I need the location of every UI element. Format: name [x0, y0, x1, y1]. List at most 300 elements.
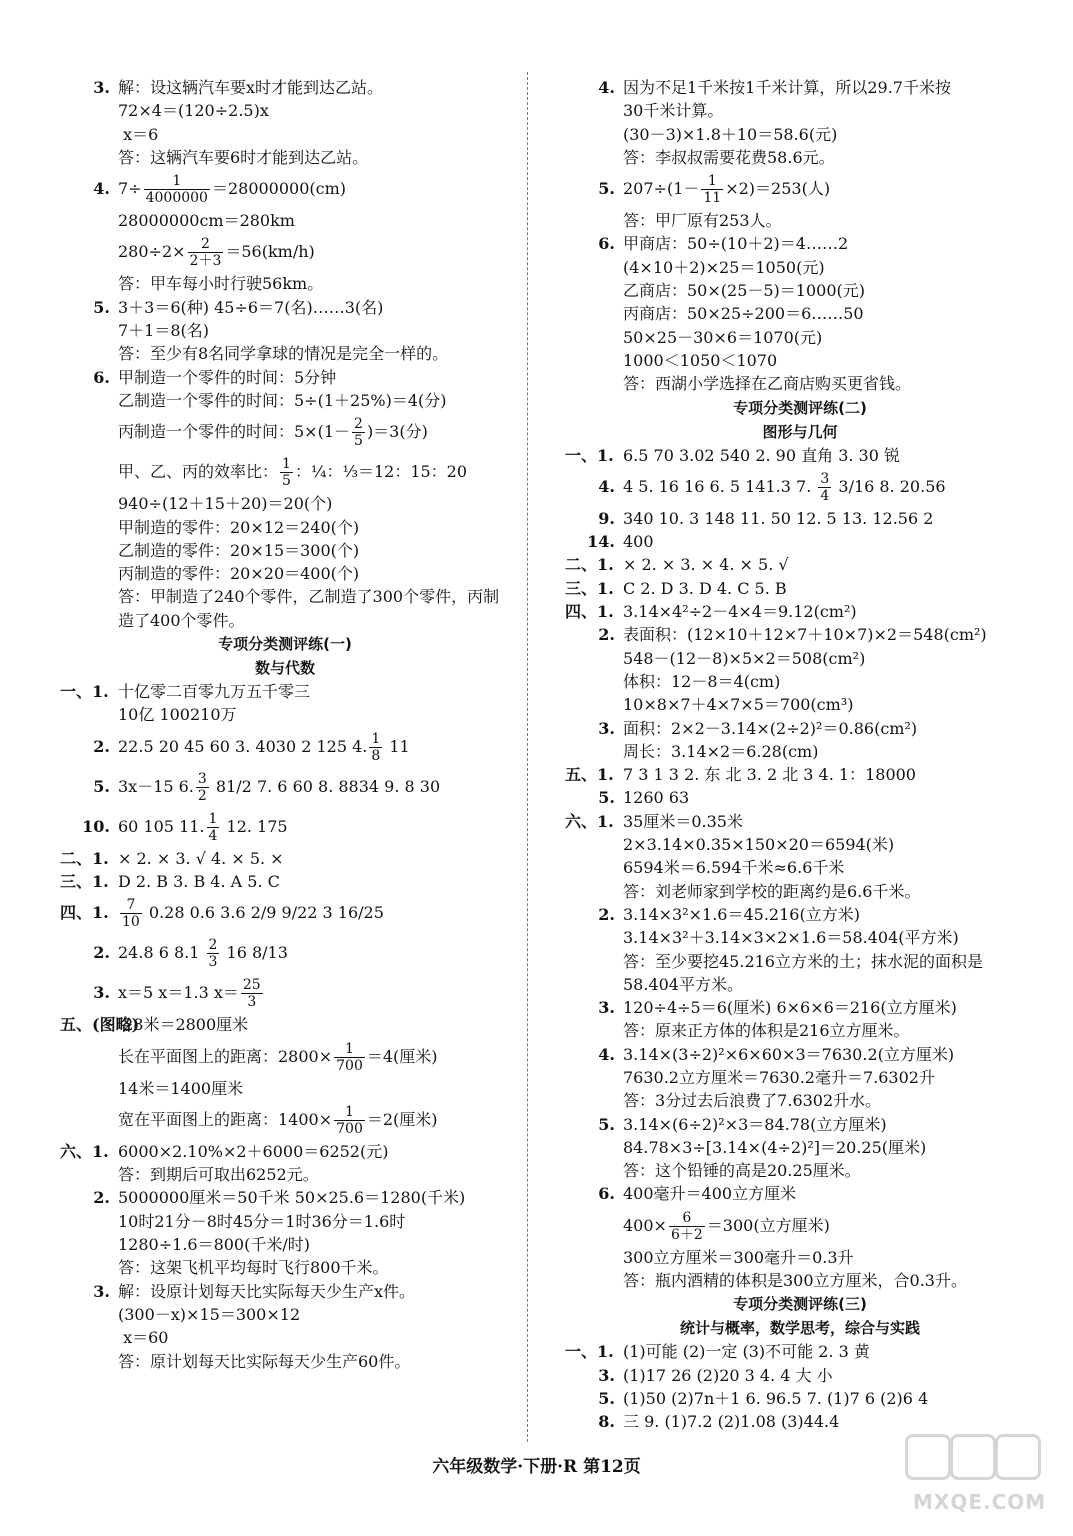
question-number: 4. [93, 179, 110, 199]
fraction [334, 1104, 365, 1137]
numerator: 2 [208, 937, 218, 954]
question-number: 5. [93, 776, 110, 796]
fraction [669, 1210, 705, 1243]
answer-text: (1)17 26 (2)20 3 4. 4 大 小 [623, 1365, 833, 1385]
question-number: 2. [93, 943, 110, 963]
answer-line [60, 412, 510, 452]
answer-text: ＝4(厘米) [366, 1046, 438, 1066]
fraction [207, 811, 220, 844]
fraction [352, 416, 365, 449]
answer-text: (30－3)×1.8＋10＝58.6(元) [623, 124, 838, 144]
question-number: 3. [93, 983, 110, 1003]
answer-line [60, 1326, 510, 1349]
question-number: 6. [598, 234, 615, 254]
answer-text: 1280÷1.6＝800(千米/时) [118, 1235, 310, 1255]
answer-text: 答：这个铅锤的高是20.25厘米。 [623, 1161, 861, 1181]
question-number: 2. [93, 736, 110, 756]
answer-text: 乙制造的零件：20×15＝300(个) [118, 540, 360, 560]
answer-line [565, 903, 1035, 926]
answer-line [565, 647, 1035, 670]
question-number: 3. [93, 1281, 110, 1301]
answer-line [60, 296, 510, 319]
answer-line [60, 1077, 510, 1100]
answer-text: 81/2 7. 6 60 8. 8834 9. 8 30 [210, 776, 441, 796]
numerator: 6 [669, 1210, 705, 1227]
answer-line [60, 366, 510, 389]
answer-text: ：¼：⅓＝12：15：20 [294, 462, 468, 482]
answer-line [60, 973, 510, 1013]
answer-line [60, 1186, 510, 1209]
answer-line [60, 1280, 510, 1303]
answer-text: 3＋3＝6(种) 45÷6＝7(名)……3(名) [118, 297, 384, 317]
answer-text: 1260 63 [623, 788, 690, 808]
answer-line [565, 326, 1035, 349]
question-number: 4. [598, 476, 615, 496]
answer-text: x＝60 [118, 1328, 169, 1348]
answer-text: 120÷4÷5＝6(厘米) 6×6×6＝216(立方厘米) [623, 998, 957, 1018]
answer-line [60, 1256, 510, 1279]
section-heading: 专项分类测评练(一) [218, 635, 352, 654]
answer-line [565, 507, 1035, 530]
answer-line [565, 600, 1035, 623]
answer-text: 6.5 70 3.02 540 2. 90 直角 3. 30 锐 [623, 445, 900, 465]
answer-line [565, 1043, 1035, 1066]
answer-text: 长在平面图上的距离：2800× [118, 1046, 333, 1066]
left-column [60, 76, 510, 1373]
answer-text: 28000000cm＝280km [118, 211, 295, 231]
answer-line [565, 1136, 1035, 1159]
answer-line [565, 996, 1035, 1019]
answer-text: 答：这架飞机平均每时飞行800千米。 [118, 1258, 389, 1278]
answer-text: 丙商店：50×25÷200＝6……50 [623, 304, 864, 324]
numerator: 1 [334, 1041, 365, 1058]
answer-line [60, 1163, 510, 1186]
fraction [144, 173, 210, 206]
question-number: 3. [598, 998, 615, 1018]
answer-text: 24.8 6 8.1 [118, 943, 205, 963]
answer-text: 答：甲厂原有253人。 [623, 211, 782, 231]
denominator: 4000000 [145, 190, 208, 207]
answer-text: 50×25－30×6＝1070(元) [623, 327, 823, 347]
answer-line [60, 492, 510, 515]
question-number: 2. [598, 625, 615, 645]
question-number: 2. [93, 1188, 110, 1208]
answer-text: 三 9. (1)7.2 (2)1.08 (3)44.4 [623, 1412, 840, 1432]
section-heading: 专项分类测评练(三) [733, 1295, 867, 1314]
answer-line [565, 256, 1035, 279]
section-number: 四、1. [60, 903, 109, 923]
answer-text: 35厘米＝0.35米 [623, 811, 743, 831]
answer-text: 10亿 100210万 [118, 705, 237, 725]
answer-line [60, 893, 510, 933]
section-number: 三、1. [60, 871, 109, 891]
answer-line [60, 847, 510, 870]
question-number: 8. [598, 1412, 615, 1432]
answer-text: 4 5. 16 16 6. 5 141.3 7. [623, 476, 817, 496]
answer-text: ×2)＝253(人) [725, 179, 831, 199]
answer-line [565, 786, 1035, 809]
answer-line [565, 123, 1035, 146]
answer-text: 28米＝2800厘米 [118, 1015, 249, 1035]
answer-text: 答：西湖小学选择在乙商店购买更省钱。 [623, 374, 912, 394]
fraction [120, 897, 142, 930]
answer-line [565, 553, 1035, 576]
answer-text: 340 10. 3 148 11. 50 12. 5 13. 12.56 2 [623, 508, 934, 528]
answer-text: 400 [623, 532, 654, 552]
numerator: 25 [242, 977, 261, 994]
numerator: 1 [208, 810, 218, 827]
section-number: 一、1. [60, 682, 109, 702]
answer-text: 3.14×(3÷2)²×6×60×3＝7630.2(立方厘米) [623, 1044, 955, 1064]
answer-line [565, 810, 1035, 833]
answer-text: 造了400个零件。 [118, 610, 245, 630]
fraction [207, 937, 220, 970]
answer-text: 6000×2.10%×2＋6000＝6252(元) [118, 1141, 389, 1161]
section-number: 六、1. [565, 811, 614, 831]
answer-line [60, 1233, 510, 1256]
answer-line [565, 1387, 1035, 1410]
answer-text: 60 105 11. [118, 816, 205, 836]
section-heading: 专项分类测评练(二) [733, 398, 867, 417]
answer-line [565, 670, 1035, 693]
numerator: 2 [188, 236, 224, 253]
question-number: 5. [598, 788, 615, 808]
answer-line [565, 833, 1035, 856]
answer-line [565, 693, 1035, 716]
answer-text: D 2. B 3. B 4. A 5. C [118, 871, 280, 891]
answer-line [565, 973, 1035, 996]
answer-text: × 2. × 3. × 4. × 5. √ [623, 555, 789, 575]
answer-text: 答：甲车每小时行驶56km。 [118, 274, 324, 294]
answer-text: 30千米计算。 [623, 101, 724, 121]
answer-text: 72×4＝(120÷2.5)x [118, 101, 269, 121]
answer-text: 400× [623, 1215, 667, 1235]
answer-line [565, 209, 1035, 232]
answer-line [565, 623, 1035, 646]
answer-line [565, 99, 1035, 122]
answer-text: 6594米＝6.594千米≈6.6千米 [623, 858, 845, 878]
answer-line [565, 1340, 1035, 1363]
answer-line [60, 1037, 510, 1077]
question-number: 4. [598, 1044, 615, 1064]
section-number: 二、1. [60, 848, 109, 868]
denominator: 10 [122, 914, 140, 931]
page-footer: 六年级数学·下册·R 第12页 [432, 1457, 641, 1477]
fraction [369, 731, 382, 764]
answer-text: 答：李叔叔需要花费58.6元。 [623, 147, 835, 167]
question-number: 10. [82, 816, 110, 836]
answer-text: 14米＝1400厘米 [118, 1078, 244, 1098]
fraction [280, 456, 293, 489]
answer-text: 答：甲制造了240个零件，乙制造了300个零件，丙制 [118, 587, 500, 607]
answer-text: C 2. D 3. D 4. C 5. B [623, 578, 787, 598]
denominator: 6＋2 [670, 1226, 703, 1243]
answer-line [60, 76, 510, 99]
answer-line [565, 880, 1035, 903]
numerator: 1 [371, 730, 381, 747]
fraction [196, 771, 209, 804]
answer-text: 解：设原计划每天比实际每天少生产x件。 [118, 1281, 416, 1301]
answer-line [60, 870, 510, 893]
answer-text: 答：刘老师家到学校的距离约是6.6千米。 [623, 881, 921, 901]
answer-line [565, 467, 1035, 507]
answer-text: 答：至少有8名同学拿球的情况是完全一样的。 [118, 344, 449, 364]
answer-line [565, 740, 1035, 763]
answer-text: 甲制造的零件：20×12＝240(个) [118, 517, 360, 537]
answer-text: × 2. × 3. √ 4. × 5. × [118, 848, 284, 868]
section-number: 四、1. [565, 602, 614, 622]
answer-line [60, 232, 510, 272]
answer-line [60, 1100, 510, 1140]
denominator: 700 [336, 1120, 363, 1137]
answer-text: 甲、乙、丙的效率比： [118, 462, 279, 482]
answer-text: 答：这辆汽车要6时才能到达乙站。 [118, 147, 369, 167]
answer-text: 58.404平方米。 [623, 974, 743, 994]
answer-line [60, 123, 510, 146]
answer-line [60, 516, 510, 539]
answer-text: 7÷ [118, 179, 142, 199]
answer-text: 10×8×7＋4×7×5＝700(cm³) [623, 695, 854, 715]
answer-line [565, 1410, 1035, 1433]
answer-text: 280÷2× [118, 242, 186, 262]
answer-line [60, 933, 510, 973]
answer-text: ＝300(立方厘米) [706, 1215, 830, 1235]
question-number: 3. [598, 718, 615, 738]
answer-line [565, 1246, 1035, 1269]
denominator: 4 [208, 827, 218, 844]
answer-line [565, 717, 1035, 740]
answer-text: ＝28000000(cm) [211, 179, 347, 199]
answer-line [565, 372, 1035, 395]
answer-text: 7＋1＝8(名) [118, 321, 210, 341]
section-number: 一、1. [565, 445, 614, 465]
answer-line [60, 452, 510, 492]
question-number: 14. [587, 532, 615, 552]
answer-text: 十亿零二百零九万五千零三 [118, 682, 311, 702]
question-number: 5. [598, 1114, 615, 1134]
answer-text: ＝56(km/h) [225, 242, 315, 262]
section-number: 一、1. [565, 1342, 614, 1362]
question-number: 6. [598, 1184, 615, 1204]
question-number: 3. [93, 78, 110, 97]
answer-line [60, 319, 510, 342]
answer-line [60, 585, 510, 608]
answer-line [60, 389, 510, 412]
answer-line [60, 209, 510, 232]
answer-line [565, 279, 1035, 302]
answer-text: (300－x)×15＝300×12 [118, 1304, 301, 1324]
answer-line [565, 1206, 1035, 1246]
answer-text: 因为不足1千米按1千米计算，所以29.7千米按 [623, 78, 951, 97]
question-number: 5. [93, 297, 110, 317]
answer-line [565, 1364, 1035, 1387]
denominator: 5 [282, 473, 291, 490]
answer-text: 12. 175 [221, 816, 288, 836]
answer-text: 5000000厘米＝50千米 50×25.6＝1280(千米) [118, 1188, 466, 1208]
answer-line [565, 1066, 1035, 1089]
column-divider [527, 72, 528, 1442]
answer-text: (1)50 (2)7n＋1 6. 96.5 7. (1)7 6 (2)6 4 [623, 1388, 929, 1408]
denominator: 3 [208, 954, 218, 971]
answer-line [565, 146, 1035, 169]
answer-text: 面积：2×2－3.14×(2÷2)²＝0.86(cm²) [623, 718, 918, 738]
numerator: 1 [334, 1104, 365, 1121]
answer-text: 甲制造一个零件的时间：5分钟 [118, 367, 337, 387]
section-number: 二、1. [565, 555, 614, 575]
question-number: 5. [598, 179, 615, 199]
answer-text: 1000＜1050＜1070 [623, 350, 778, 370]
answer-text: 3.14×(6÷2)²×3＝84.78(立方厘米) [623, 1114, 887, 1134]
answer-line [565, 1182, 1035, 1205]
answer-text: 2×3.14×0.35×150×20＝6594(米) [623, 835, 895, 855]
answer-line [60, 99, 510, 122]
question-number: 5. [598, 1388, 615, 1408]
answer-text: 答：原来正方体的体积是216立方厘米。 [623, 1021, 910, 1041]
answer-text: 丙制造一个零件的时间：5×(1－ [118, 422, 351, 442]
question-number: 6. [93, 367, 110, 387]
answer-line [565, 763, 1035, 786]
answer-text: 丙制造的零件：20×20＝400(个) [118, 564, 360, 584]
answer-line [60, 1013, 510, 1036]
answer-line [60, 807, 510, 847]
answer-line [60, 562, 510, 585]
answer-line [60, 539, 510, 562]
answer-text: 答：3分过去后浪费了7.6302升水。 [623, 1091, 882, 1111]
answer-text: 3.14×3²×1.6＝45.216(立方米) [623, 904, 860, 924]
answer-line [565, 1269, 1035, 1292]
watermark-text: MXQE.COM [913, 1490, 1047, 1514]
answer-line [565, 926, 1035, 949]
answer-line [60, 169, 510, 209]
numerator: 1 [282, 456, 291, 473]
fraction [334, 1041, 365, 1074]
section-number: 五、1. [565, 765, 614, 785]
answer-text: 7 3 1 3 2. 东 北 3. 2 北 3 4. 1：18000 [623, 765, 916, 785]
answer-text: (4×10＋2)×25＝1050(元) [623, 257, 825, 277]
answer-text: 乙商店：50×(25－5)＝1000(元) [623, 281, 865, 301]
denominator: 11 [703, 190, 722, 207]
answer-text: 3x－15 6. [118, 776, 194, 796]
numerator: 1 [144, 173, 210, 190]
section-number: 五、(图略) [60, 1015, 140, 1035]
answer-line [565, 302, 1035, 325]
answer-text: 表面积：(12×10＋12×7＋10×7)×2＝548(cm²) [623, 625, 987, 645]
answer-line [60, 146, 510, 169]
answer-text: x＝6 [118, 124, 159, 144]
numerator: 2 [354, 416, 363, 433]
answer-text: 周长：3.14×2＝6.28(cm) [623, 741, 819, 761]
fraction [701, 173, 723, 206]
watermark-logo [895, 1434, 1045, 1514]
section-heading: 图形与几何 [762, 422, 838, 441]
section-number: 三、1. [565, 578, 614, 598]
answer-text: 84.78×3÷[3.14×(4÷2)²]＝20.25(厘米) [623, 1137, 927, 1157]
answer-text: 3/16 8. 20.56 [833, 476, 946, 496]
answer-text: 乙制造一个零件的时间：5÷(1＋25%)＝4(分) [118, 390, 447, 410]
answer-line [60, 342, 510, 365]
right-column [565, 76, 1035, 1434]
answer-text: 宽在平面图上的距离：1400× [118, 1109, 333, 1129]
answer-line [60, 1303, 510, 1326]
answer-text: )＝3(分) [366, 422, 428, 442]
answer-text: 3.14×3²＋3.14×3×2×1.6＝58.404(平方米) [623, 928, 959, 948]
answer-text: 400毫升＝400立方厘米 [623, 1184, 797, 1204]
answer-line [565, 349, 1035, 372]
answer-line [565, 1089, 1035, 1112]
answer-line [565, 76, 1035, 99]
fraction [818, 471, 831, 504]
fraction [188, 236, 224, 269]
answer-line [565, 1019, 1035, 1042]
answer-line [60, 609, 510, 632]
answer-line [60, 767, 510, 807]
section-number: 六、1. [60, 1141, 109, 1161]
question-number: 2. [598, 904, 615, 924]
answer-text: 11 [384, 736, 410, 756]
denominator: 8 [371, 747, 381, 764]
question-number: 9. [598, 508, 615, 528]
answer-line [565, 856, 1035, 879]
denominator: 2＋3 [189, 253, 222, 270]
answer-line [60, 680, 510, 703]
answer-text: 答：瓶内酒精的体积是300立方厘米，合0.3升。 [623, 1271, 967, 1291]
numerator: 1 [701, 173, 723, 190]
fraction [241, 977, 263, 1010]
answer-text: 7630.2立方厘米＝7630.2毫升＝7.6302升 [623, 1067, 935, 1087]
answer-text: 207÷(1－ [623, 179, 700, 199]
answer-line [60, 1210, 510, 1233]
numerator: 3 [197, 770, 207, 787]
answer-text: 22.5 20 45 60 3. 4030 2 125 4. [118, 736, 368, 756]
denominator: 4 [820, 487, 830, 504]
denominator: 3 [247, 994, 257, 1011]
answer-line [565, 530, 1035, 553]
answer-text: 16 8/13 [221, 943, 288, 963]
answer-text: 940÷(12＋15＋20)＝20(个) [118, 494, 333, 514]
answer-line [60, 272, 510, 295]
answer-line [60, 703, 510, 726]
denominator: 700 [336, 1057, 363, 1074]
answer-text: ＝2(厘米) [366, 1109, 438, 1129]
question-number: 3. [598, 1365, 615, 1385]
answer-line [565, 577, 1035, 600]
answer-line [60, 727, 510, 767]
answer-line [565, 444, 1035, 467]
answer-line [565, 169, 1035, 209]
answer-line [565, 232, 1035, 255]
answer-text: 答：到期后可取出6252元。 [118, 1165, 319, 1185]
answer-text: 甲商店：50÷(10＋2)＝4……2 [623, 234, 849, 254]
section-heading: 统计与概率，数学思考，综合与实践 [679, 1319, 920, 1338]
question-number: 4. [598, 78, 615, 97]
denominator: 5 [354, 433, 363, 450]
answer-text: 答：至少要挖45.216立方米的土；抹水泥的面积是 [623, 951, 983, 971]
denominator: 2 [197, 787, 207, 804]
answer-line [60, 1140, 510, 1163]
answer-text: x＝5 x＝1.3 x＝ [118, 983, 239, 1003]
answer-line [565, 950, 1035, 973]
answer-text: 300立方厘米＝300毫升＝0.3升 [623, 1247, 854, 1267]
answer-text: 0.28 0.6 3.6 2/9 9/22 3 16/25 [143, 903, 384, 923]
answer-line [565, 1113, 1035, 1136]
answer-text: 548－(12－8)×5×2＝508(cm²) [623, 648, 866, 668]
answer-line [60, 1350, 510, 1373]
answer-text: (1)可能 (2)一定 (3)不可能 2. 3 黄 [623, 1342, 870, 1362]
answer-text: 答：原计划每天比实际每天少生产60件。 [118, 1351, 411, 1371]
numerator: 3 [820, 470, 830, 487]
answer-text: 解：设这辆汽车要x时才能到达乙站。 [118, 78, 384, 97]
section-heading: 数与代数 [254, 659, 315, 678]
